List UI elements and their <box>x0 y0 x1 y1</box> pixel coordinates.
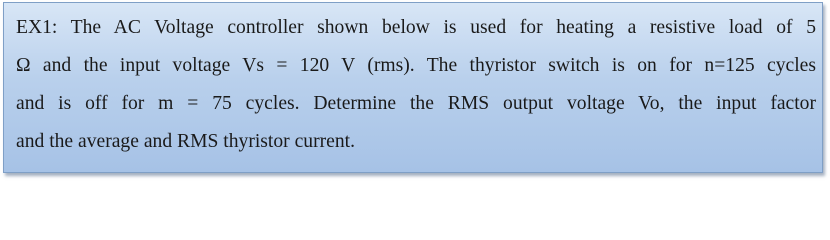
problem-line-2: Ω and the input voltage Vs = 120 V (rms). The thyristor switch is on for n=125 cycles <box>16 55 816 76</box>
problem-line-1: EX1: The AC Voltage controller shown below is used for heating a resistive load of 5 <box>16 17 816 38</box>
problem-line-4: and the average and RMS thyristor current. <box>16 131 355 152</box>
problem-line-3: and is off for m = 75 cycles. Determine the RMS output voltage Vo, the input factor <box>16 93 816 114</box>
problem-statement <box>16 9 816 161</box>
problem-statement-box <box>3 2 823 173</box>
